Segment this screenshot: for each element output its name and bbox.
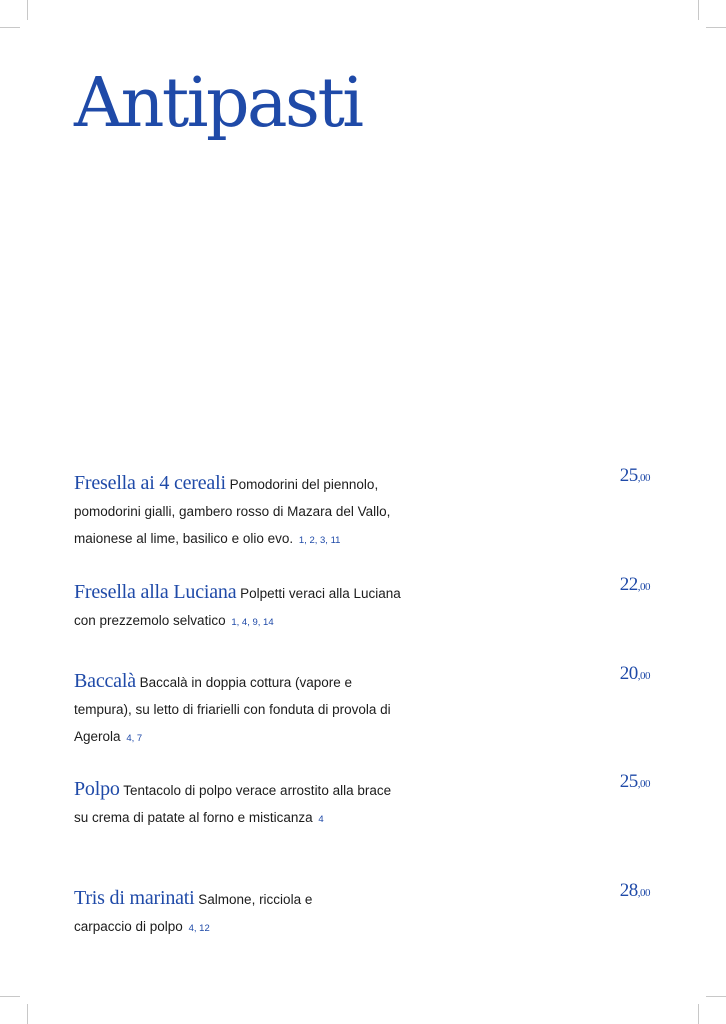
dish-description: Polpetti veraci alla Luciana con prezzemolo selvatico: [74, 586, 401, 628]
allergen-codes: 4: [318, 814, 324, 825]
page-title: Antipasti: [74, 64, 362, 143]
crop-mark-bottom-left-v: [27, 1004, 28, 1024]
price-decimals: ,00: [637, 581, 650, 593]
menu-item: [74, 465, 654, 554]
menu-item: [74, 880, 654, 942]
price-decimals: ,00: [637, 778, 650, 790]
dish-price: [620, 574, 650, 596]
dish-name: Baccalà: [74, 670, 136, 692]
dish-price: [620, 465, 650, 487]
crop-mark-top-right-v: [698, 0, 699, 20]
dish-description: Baccalà in doppia cottura (vapore e tempura), su letto di friarielli con fonduta di provola di Agerola: [74, 675, 391, 744]
dish-description: Pomodorini del piennolo, pomodorini gialli, gambero rosso di Mazara del Vallo, maionese al lime, basilico e olio evo.: [74, 477, 391, 546]
crop-mark-top-left-h: [0, 27, 20, 28]
menu-item-text: [74, 470, 409, 554]
dish-price: [620, 663, 650, 685]
dish-name: Tris di marinati: [74, 887, 195, 909]
allergen-codes: 4, 7: [126, 733, 143, 744]
crop-mark-bottom-left-h: [0, 996, 20, 997]
dish-price: [620, 771, 650, 793]
price-integer: 20: [619, 663, 638, 684]
menu-item: [74, 771, 654, 833]
menu-item-text: [74, 885, 324, 942]
dish-description: Tentacolo di polpo verace arrostito alla brace su crema di patate al forno e misticanza: [74, 783, 392, 825]
crop-mark-top-right-h: [706, 27, 726, 28]
price-integer: 22: [619, 574, 638, 595]
dish-name: Fresella alla Luciana: [74, 581, 237, 603]
dish-name: Fresella ai 4 cereali: [74, 472, 226, 494]
dish-price: [620, 880, 650, 902]
menu-item-text: [74, 776, 409, 833]
allergen-codes: 1, 2, 3, 11: [298, 535, 341, 546]
menu-item: [74, 663, 654, 752]
price-decimals: ,00: [637, 887, 650, 899]
price-decimals: ,00: [637, 670, 650, 682]
dish-name: Polpo: [74, 778, 120, 800]
allergen-codes: 4, 12: [188, 923, 210, 934]
dish-description: Salmone, ricciola e carpaccio di polpo: [74, 892, 313, 934]
price-decimals: ,00: [637, 472, 650, 484]
menu-item-text: [74, 668, 409, 752]
crop-mark-bottom-right-h: [706, 996, 726, 997]
price-integer: 25: [619, 771, 638, 792]
menu-item: [74, 574, 654, 636]
allergen-codes: 1, 4, 9, 14: [231, 617, 274, 628]
price-integer: 28: [619, 880, 638, 901]
crop-mark-top-left-v: [27, 0, 28, 20]
price-integer: 25: [619, 465, 638, 486]
crop-mark-bottom-right-v: [698, 1004, 699, 1024]
menu-item-text: [74, 579, 409, 636]
